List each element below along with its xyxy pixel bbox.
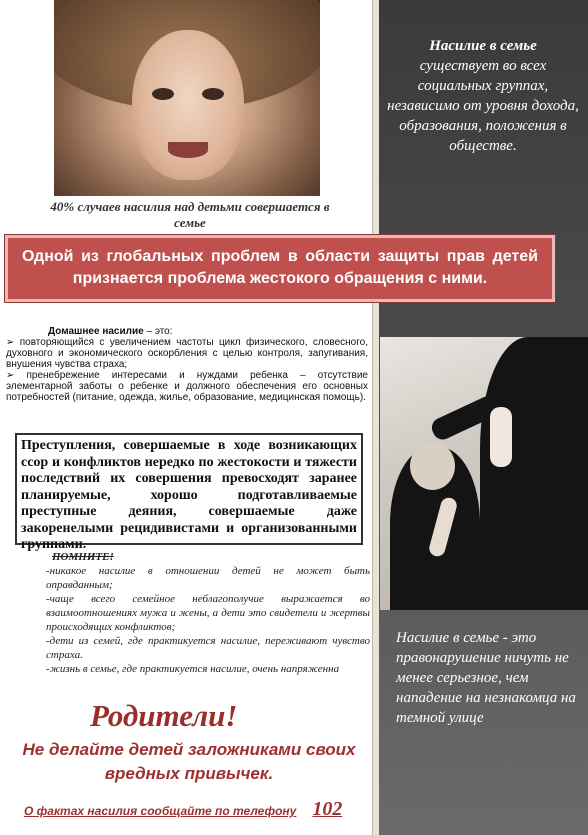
column-divider — [372, 0, 379, 835]
definition-item-1: ➢ повторяющийся с увеличением частоты цикл физического, словесного, духовного и экономического оскорбления с целью контроля, запугивания, внушения чувства страха; — [6, 337, 368, 370]
girl-left-eye — [152, 88, 174, 100]
definition-block — [6, 326, 368, 403]
violence-silhouette-photo — [380, 337, 588, 610]
girl-right-eye — [202, 88, 224, 100]
remember-item: -чаще всего семейное неблагополучие выражается во взаимоотношениях мужа и жены, а дети это свидетели и жертвы происходящих конфликтов; — [46, 593, 370, 633]
definition-title-bold: Домашнее насилие — [48, 326, 144, 337]
remember-item: -жизнь в семье, где практикуется насилие, очень напряженна — [46, 663, 340, 675]
definition-item-2: ➢ пренебрежение интересами и нуждами ребенка – отсутствие элементарной заботы о ребенке и должного обеспечения его основных потребностей (питание, одежда, жилье, образование, медицинская помощь). — [6, 370, 368, 403]
adult-head — [520, 337, 588, 407]
crimes-box: Преступления, совершаемые в ходе возникающих ссор и конфликтов нередко по жестокости и тяжести последствий их совершения превосходят заранее планируемые, хорошо подготавливаемые преступные деяния, совершаемые даже закоренелыми рецидивистами и организованными группами. — [15, 433, 363, 545]
report-phone-line — [24, 798, 342, 821]
dont-make-hostages-text: Не делайте детей заложниками своих вредных привычек. — [22, 740, 356, 783]
remember-item: -никакое насилие в отношении детей не может быть оправданным; — [46, 565, 370, 591]
girl-face — [132, 30, 244, 180]
remember-heading: ПОМНИТЕ! — [52, 551, 114, 563]
red-banner — [5, 235, 555, 302]
right-lead-text — [384, 36, 582, 156]
girl-mouth — [168, 142, 208, 158]
report-text: О фактах насилия сообщайте по телефону — [24, 804, 297, 818]
report-phone-number: 102 — [312, 798, 343, 820]
raised-hand — [490, 407, 512, 467]
remember-item: -дети из семей, где практикуется насилие, переживают чувство страха. — [46, 635, 370, 661]
child-head — [410, 442, 455, 490]
right-lead-rest: существует во всех социальных группах, независимо от уровня дохода, образования, положения в обществе. — [387, 58, 579, 154]
right-lead-bold: Насилие в семье — [429, 38, 537, 54]
definition-title — [6, 326, 368, 337]
remember-block — [30, 550, 370, 676]
photo-caption: 40% случаев насилия над детьми совершается в семье — [50, 199, 330, 230]
definition-title-rest: – это: — [143, 326, 173, 337]
parents-heading: Родители! — [90, 698, 238, 733]
banner-text: Одной из глобальных проблем в области защиты прав детей признается проблема жестокого обращения с ними. — [22, 248, 538, 287]
right-bottom-text: Насилие в семье - это правонарушение ничуть не менее серьезное, чем нападение на незнакомца на темной улице — [396, 630, 576, 726]
crying-girl-photo — [54, 0, 320, 196]
